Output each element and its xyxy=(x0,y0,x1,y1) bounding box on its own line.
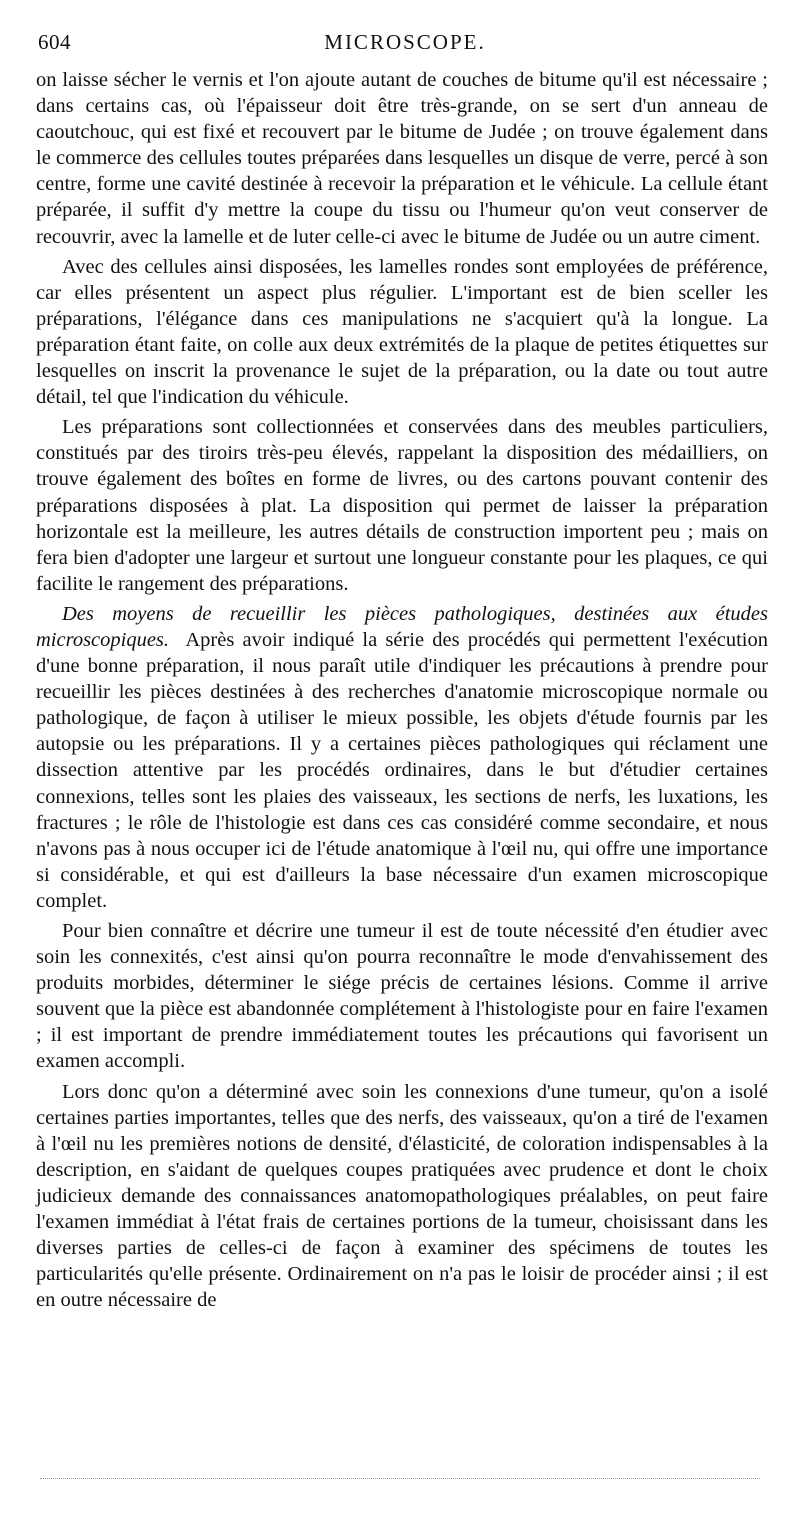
paragraph-2: Avec des cellules ainsi disposées, les lamelles rondes sont employées de préférence, car elles présentent un aspect plus régulier. L'important est de bien sceller les préparations, l'élégance dans ces manipulations ne s'acquiert qu'à la longue. La préparation étant faite, on colle aux deux extrémités de la plaque de petites étiquettes sur lesquelles on inscrit la provenance le sujet de la préparation, ou la date ou tout autre détail, tel que l'indication du véhicule. xyxy=(36,255,768,409)
running-head: MICROSCOPE. xyxy=(324,30,486,54)
paragraph-4-text: Après avoir indiqué la série des procédés qui permettent l'exécution d'une bonne préparation, il nous paraît utile d'indiquer les précautions à prendre pour recueillir les pièces destinées à des recherches d'anatomie microscopique normale ou pathologique, de façon à utiliser le mieux possible, les objets d'étude fournis par les autopsie ou les préparations. Il y a certaines pièces pathologiques qui réclament une dissection attentive par les procédés ordinaires, dans le but d'étudier certaines connexions, telles sont les plaies des vaisseaux, les sections de nerfs, les luxations, les fractures ; le rôle de l'histologie est dans ces cas considéré comme secondaire, et nous n'avons pas à nous occuper ici de l'étude anatomique à l'œil nu, qui offre une importance si considérable, et qui est d'ailleurs la base nécessaire d'un examen microscopique complet. xyxy=(36,628,768,912)
paragraph-6: Lors donc qu'on a déterminé avec soin les connexions d'une tumeur, qu'on a isolé certaines parties importantes, telles que des nerfs, des vaisseaux, qu'on a tiré de l'examen à l'œil nu les premières notions de densité, d'élasticité, de coloration indispensables à la description, en s'aidant de quelques coupes pratiquées avec prudence et dont le choix judicieux demande des connaissances anatomopathologiques préalables, on peut faire l'examen immédiat à l'état frais de certaines portions de la tumeur, choisissant dans les diverses parties de celles-ci de façon à examiner des spécimens de toutes les particularités qu'elle présente. Ordinairement on n'a pas le loisir de procéder ainsi ; il est en outre nécessaire de xyxy=(36,1080,768,1312)
page-number: 604 xyxy=(38,30,71,54)
page-header xyxy=(38,30,772,60)
body-text xyxy=(36,67,768,1317)
paragraph-5: Pour bien connaître et décrire une tumeur il est de toute nécessité d'en étudier avec soin les connexités, c'est ainsi qu'on pourra reconnaître le mode d'envahissement des produits morbides, déterminer le siége précis de certaines lésions. Comme il arrive souvent que la pièce est abandonnée complétement à l'histologiste pour en faire l'examen ; il est important de prendre immédiatement toutes les précautions qui favorisent un examen accompli. xyxy=(36,920,768,1073)
paragraph-1: on laisse sécher le vernis et l'on ajoute autant de couches de bitume qu'il est nécessaire ; dans certains cas, où l'épaisseur doit être très-grande, on se sert d'un anneau de caoutchouc, qui est fixé et recouvert par le bitume de Judée ; on trouve également dans le commerce des cellules toutes préparées dans lesquelles un disque de verre, percé à son centre, forme une cavité destinée à recevoir la préparation et le véhicule. La cellule étant préparée, il suffit d'y mettre la coupe du tissu ou l'humeur qu'on veut conserver de recouvrir, avec la lamelle et de luter celle-ci avec le bitume de Judée ou un autre ciment. xyxy=(36,69,768,248)
section-heading: Des moyens de recueillir les pièces pathologiques, destinées aux études microscopiques. xyxy=(36,602,768,651)
paragraph-3: Les préparations sont collectionnées et conservées dans des meubles particuliers, constitués par des tiroirs très-peu élevés, rappelant la disposition des médailliers, on trouve également des boîtes en forme de livres, ou des cartons pouvant contenir des préparations disposées à plat. La disposition qui permet de laisser la préparation horizontale est la meilleure, les autres détails de construction importent peu ; mais on fera bien d'adopter une largeur et surtout une longueur constante pour les plaques, ce qui facilite le rangement des préparations. xyxy=(36,416,768,595)
paragraph-4 xyxy=(36,601,768,914)
footer-rule xyxy=(40,1478,760,1479)
